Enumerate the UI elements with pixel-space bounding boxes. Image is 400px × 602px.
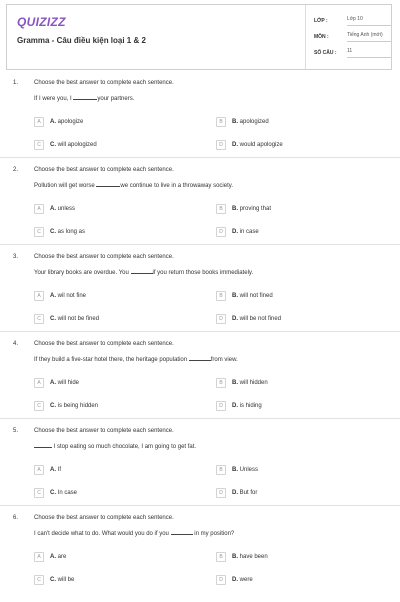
worksheet-title: Gramma - Câu điều kiện loại 1 & 2 xyxy=(17,36,146,45)
option-key: D. xyxy=(232,403,238,409)
sentence-after: your partners. xyxy=(97,96,135,102)
question-number: 2. xyxy=(13,167,19,173)
option-text xyxy=(50,380,79,386)
option-value: will apologized xyxy=(57,142,97,148)
option-text xyxy=(232,380,268,386)
meta-label: SỐ CÂU : xyxy=(314,50,337,56)
option-value: wil not fine xyxy=(57,293,87,299)
option-value: were xyxy=(239,577,253,583)
question-block xyxy=(0,428,400,515)
question-block xyxy=(0,515,400,602)
option-letter-box: B xyxy=(216,465,226,475)
question-divider xyxy=(0,331,400,332)
question-prompt: Choose the best answer to complete each sentence. xyxy=(34,515,174,521)
question-divider xyxy=(0,418,400,419)
option-value: would apologize xyxy=(239,142,283,148)
option-value: If xyxy=(57,467,62,473)
option-key: B. xyxy=(232,554,238,560)
question-number: 3. xyxy=(13,254,19,260)
option-value: proving that xyxy=(239,206,272,212)
answer-blank xyxy=(73,99,97,100)
option-letter-box: C xyxy=(34,140,44,150)
option-text xyxy=(232,142,283,148)
option-key: B. xyxy=(232,380,238,386)
option-value: But for xyxy=(239,490,258,496)
option-letter-box: D xyxy=(216,314,226,324)
option-key: D. xyxy=(232,490,238,496)
option-key: A. xyxy=(50,380,56,386)
option-key: D. xyxy=(232,229,238,235)
option-text xyxy=(232,229,259,235)
option-text xyxy=(232,577,253,583)
option-value: will hidden xyxy=(239,380,268,386)
option-text xyxy=(232,467,258,473)
meta-label: MÔN : xyxy=(314,34,329,40)
sentence-after: from view. xyxy=(210,357,238,363)
option-letter-box: B xyxy=(216,552,226,562)
option-value: in case xyxy=(239,229,259,235)
question-divider xyxy=(0,244,400,245)
option-key: B. xyxy=(232,467,238,473)
question-block xyxy=(0,254,400,341)
option-key: C. xyxy=(50,229,56,235)
option-value: is being hidden xyxy=(57,403,99,409)
option-letter-box: D xyxy=(216,401,226,411)
option-key: D. xyxy=(232,316,238,322)
answer-blank xyxy=(189,360,211,361)
question-block xyxy=(0,167,400,254)
question-sentence xyxy=(34,183,233,189)
answer-blank xyxy=(171,534,193,535)
option-key: C. xyxy=(50,316,56,322)
question-sentence xyxy=(34,357,238,363)
option-value: In case xyxy=(57,490,78,496)
sentence-before: If I were you, I xyxy=(34,96,74,102)
question-prompt: Choose the best answer to complete each sentence. xyxy=(34,80,174,86)
option-letter-box: D xyxy=(216,140,226,150)
option-value: will be xyxy=(57,577,75,583)
option-text xyxy=(232,119,269,125)
option-value: as long as xyxy=(57,229,86,235)
option-key: A. xyxy=(50,554,56,560)
option-value: apologized xyxy=(239,119,269,125)
option-key: C. xyxy=(50,490,56,496)
question-number: 4. xyxy=(13,341,19,347)
sentence-after: in my position? xyxy=(192,531,235,537)
option-key: B. xyxy=(232,206,238,212)
option-text xyxy=(50,119,83,125)
question-number: 1. xyxy=(13,80,19,86)
option-text xyxy=(50,490,77,496)
option-letter-box: C xyxy=(34,401,44,411)
option-key: C. xyxy=(50,577,56,583)
option-key: A. xyxy=(50,206,56,212)
option-value: is hiding xyxy=(239,403,262,409)
option-letter-box: B xyxy=(216,117,226,127)
option-text xyxy=(50,206,75,212)
option-key: D. xyxy=(232,142,238,148)
question-number: 5. xyxy=(13,428,19,434)
option-value: Unless xyxy=(239,467,259,473)
question-sentence xyxy=(34,444,196,450)
sentence-before: Your library books are overdue. You xyxy=(34,270,131,276)
option-letter-box: B xyxy=(216,291,226,301)
meta-label: LỚP : xyxy=(314,18,328,24)
question-prompt: Choose the best answer to complete each sentence. xyxy=(34,428,174,434)
sentence-before: If they build a five-star hotel there, the heritage population xyxy=(34,357,189,363)
option-letter-box: B xyxy=(216,378,226,388)
question-sentence xyxy=(34,531,234,537)
option-value: apologize xyxy=(57,119,84,125)
option-key: D. xyxy=(232,577,238,583)
option-value: will hide xyxy=(57,380,80,386)
option-text xyxy=(50,142,97,148)
sentence-after: I stop eating so much chocolate, I am going to get fat. xyxy=(52,444,197,450)
option-key: A. xyxy=(50,119,56,125)
sentence-before: Pollution will get worse xyxy=(34,183,97,189)
option-letter-box: C xyxy=(34,227,44,237)
option-text xyxy=(50,316,99,322)
option-letter-box: C xyxy=(34,314,44,324)
quizizz-logo: QUIZIZZ xyxy=(17,15,66,29)
sentence-after: we continue to live in a throwaway society. xyxy=(120,183,233,189)
option-key: A. xyxy=(50,293,56,299)
meta-value: 11 xyxy=(347,48,391,58)
meta-value: Tiếng Anh (mới) xyxy=(347,32,391,42)
option-text xyxy=(50,403,98,409)
option-letter-box: B xyxy=(216,204,226,214)
option-letter-box: A xyxy=(34,552,44,562)
sentence-before: I can't decide what to do. What would you do if you xyxy=(34,531,171,537)
worksheet-header xyxy=(6,4,392,70)
option-text xyxy=(232,554,268,560)
question-divider xyxy=(0,505,400,506)
question-block xyxy=(0,80,400,167)
option-letter-box: D xyxy=(216,575,226,585)
question-sentence xyxy=(34,270,253,276)
option-value: are xyxy=(57,554,67,560)
option-key: A. xyxy=(50,467,56,473)
option-text xyxy=(232,206,271,212)
option-letter-box: A xyxy=(34,117,44,127)
option-key: C. xyxy=(50,142,56,148)
option-letter-box: D xyxy=(216,488,226,498)
meta-value: Lớp 10 xyxy=(347,16,391,26)
answer-blank xyxy=(34,447,52,448)
question-prompt: Choose the best answer to complete each sentence. xyxy=(34,167,174,173)
header-divider xyxy=(305,5,306,69)
answer-blank xyxy=(96,186,120,187)
option-key: B. xyxy=(232,293,238,299)
question-sentence xyxy=(34,96,134,102)
option-value: will not be fined xyxy=(57,316,100,322)
option-letter-box: A xyxy=(34,465,44,475)
option-text xyxy=(50,554,66,560)
option-text xyxy=(50,467,61,473)
option-text xyxy=(232,293,273,299)
option-value: will be not fined xyxy=(239,316,282,322)
option-text xyxy=(50,293,86,299)
option-letter-box: A xyxy=(34,291,44,301)
option-text xyxy=(232,490,257,496)
option-letter-box: A xyxy=(34,378,44,388)
option-value: will not fined xyxy=(239,293,273,299)
question-block xyxy=(0,341,400,428)
option-key: C. xyxy=(50,403,56,409)
option-key: B. xyxy=(232,119,238,125)
option-value: unless xyxy=(57,206,76,212)
question-number: 6. xyxy=(13,515,19,521)
answer-blank xyxy=(131,273,153,274)
option-text xyxy=(232,403,262,409)
option-letter-box: C xyxy=(34,575,44,585)
sentence-after: if you return those books immediately. xyxy=(152,270,254,276)
question-prompt: Choose the best answer to complete each sentence. xyxy=(34,341,174,347)
option-letter-box: D xyxy=(216,227,226,237)
question-divider xyxy=(0,157,400,158)
option-letter-box: A xyxy=(34,204,44,214)
option-value: have been xyxy=(239,554,268,560)
option-text xyxy=(50,229,85,235)
option-text xyxy=(50,577,74,583)
option-letter-box: C xyxy=(34,488,44,498)
option-text xyxy=(232,316,281,322)
question-prompt: Choose the best answer to complete each sentence. xyxy=(34,254,174,260)
